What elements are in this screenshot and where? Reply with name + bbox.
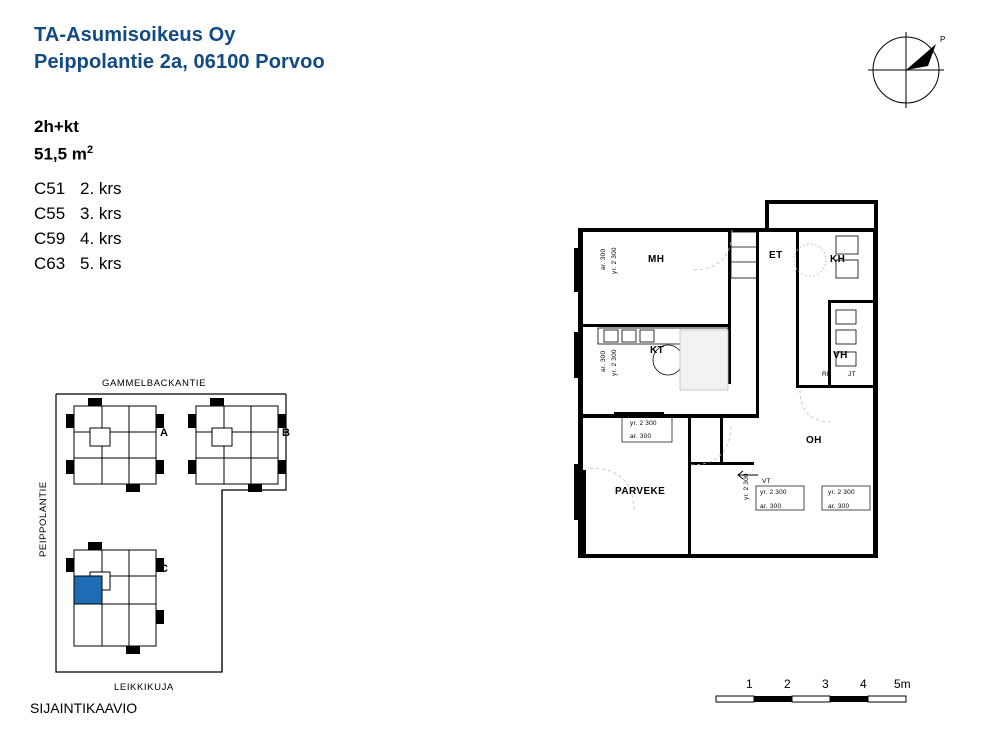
dimension-note: yr. 2 300	[630, 420, 657, 427]
unit-code: C63	[34, 254, 66, 273]
block-letter-b: B	[282, 427, 290, 439]
room-label-mh: MH	[648, 254, 665, 265]
unit-floor: 3. krs	[80, 204, 122, 223]
unit-floor: 5. krs	[80, 254, 122, 273]
unit-code: C51	[34, 179, 66, 198]
compass-north-letter: P	[940, 35, 946, 44]
scale-tick-3: 3	[822, 677, 829, 691]
block-letter-c: C	[160, 563, 168, 575]
room-label-jt: JT	[848, 371, 856, 378]
dimension-note: ar. 300	[600, 248, 607, 270]
unit-floor: 4. krs	[80, 229, 122, 248]
dimension-note: ar. 300	[828, 503, 850, 510]
list-item	[34, 251, 122, 276]
unit-code: C59	[34, 229, 66, 248]
page-title	[34, 22, 554, 76]
location-diagram	[30, 372, 330, 702]
list-item	[34, 226, 122, 251]
apartment-type-block	[34, 116, 93, 167]
project-address: Peippolantie 2a, 06100 Porvoo	[34, 51, 325, 73]
location-diagram-caption: SIJAINTIKAAVIO	[30, 700, 138, 716]
compass-rose	[866, 28, 950, 112]
fixtures	[590, 230, 858, 512]
scale-end-label: 5m	[894, 677, 911, 691]
block-letter-a: A	[160, 427, 168, 439]
block-a	[66, 398, 164, 492]
window-marks	[574, 248, 664, 520]
dimension-note: yr. 2 300	[611, 349, 618, 376]
floor-plan	[560, 200, 920, 570]
street-label-bottom: LEIKKIKUJA	[114, 682, 174, 693]
street-label-top: GAMMELBACKANTIE	[102, 378, 207, 389]
company-name: TA-Asumisoikeus Oy	[34, 24, 236, 46]
room-label-vh: VH	[833, 350, 848, 361]
room-label-et: ET	[769, 250, 783, 261]
dimension-note: ar. 300	[600, 350, 607, 372]
list-item	[34, 201, 122, 226]
apartment-unit-list	[34, 176, 122, 276]
apartment-type: 2h+kt	[34, 117, 79, 136]
dimension-note: ar. 300	[760, 503, 782, 510]
room-label-rk: RK	[822, 371, 832, 378]
scale-tick-1: 1	[746, 677, 753, 691]
dimension-note: yr. 2 300	[760, 489, 787, 496]
dimension-note: yr. 2 300	[828, 489, 855, 496]
room-label-kt: KT	[650, 345, 665, 356]
apartment-area-value: 51,5 m	[34, 144, 87, 164]
scale-tick-2: 2	[784, 677, 791, 691]
room-label-oh: OH	[806, 435, 822, 446]
unit-floor: 2. krs	[80, 179, 122, 198]
room-label-kh: KH	[830, 254, 846, 265]
apartment-area	[34, 138, 93, 167]
scale-bar	[712, 676, 952, 716]
room-label-parveke: PARVEKE	[615, 486, 666, 497]
dimension-note: ar. 300	[630, 433, 652, 440]
unit-code: C55	[34, 204, 66, 223]
room-label-vt: VT	[762, 478, 771, 485]
block-b	[188, 398, 286, 492]
scale-tick-4: 4	[860, 677, 867, 691]
apartment-area-exponent: 2	[86, 144, 94, 156]
list-item	[34, 176, 122, 201]
block-c	[66, 542, 164, 654]
dimension-note: yr. 2 300	[611, 247, 618, 274]
street-label-left: PEIPPOLANTIE	[38, 481, 49, 557]
dimension-note: yr. 2 300	[743, 473, 750, 500]
